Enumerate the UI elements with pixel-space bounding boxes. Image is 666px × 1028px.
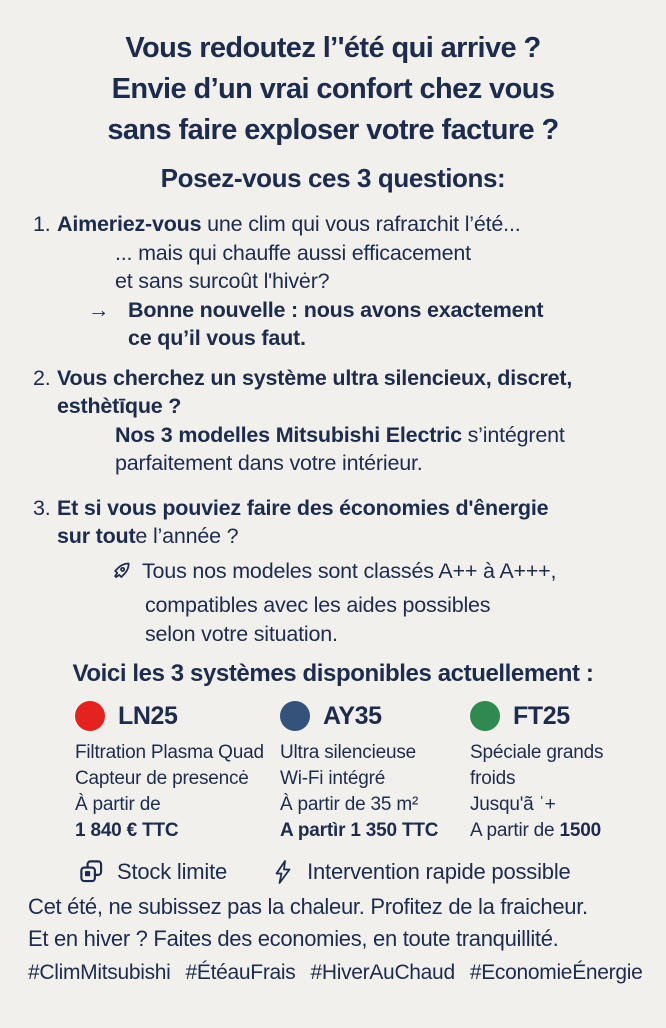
closing-line-1: Cet été, ne subissez pas la chaleur. Profitez de la fraicheur.	[28, 894, 588, 919]
product-feature: Spéciale grands	[470, 742, 604, 763]
question-1	[0, 210, 666, 353]
hashtag: #ÉtéauFrais	[185, 961, 296, 984]
question-2	[0, 364, 666, 478]
product-feature: Filtration Plasma Quad	[75, 742, 264, 763]
product-feature: Capteur de presencė	[75, 768, 249, 789]
question-2-number: 2.	[33, 365, 51, 390]
question-3-number: 3.	[33, 495, 51, 520]
intervention-badge	[271, 859, 570, 885]
green-dot-icon	[470, 701, 500, 731]
questions-title: Posez-vous ces 3 questions:	[160, 163, 506, 193]
product-feature: À partir de 35 m²	[280, 794, 419, 815]
headline-line-3: sans faire exploser votre facture ?	[107, 114, 559, 146]
headline-line-1: Vous redoutez l’'été qui arrive ?	[125, 32, 541, 64]
question-1-number: 1.	[33, 212, 51, 236]
product-price: 1 840 € TTC	[75, 820, 179, 841]
product-name: LN25	[118, 701, 178, 730]
product-price: A partir de 1500	[470, 820, 601, 841]
product-feature: Ultra silencieuse	[280, 742, 416, 763]
question-1-answer-line-2: ce qu’il vous faut.	[128, 326, 306, 350]
question-1-lead: Aimeriez-vous une clim qui vous rafraɪchit l’été...	[57, 212, 521, 236]
product-ln25	[75, 700, 280, 844]
product-name: FT25	[513, 701, 570, 730]
product-feature: froids	[470, 768, 516, 789]
blue-dot-icon	[280, 701, 310, 731]
product-feature: À partir de	[75, 794, 161, 815]
question-1-line-2: ... mais qui chauffe aussi efficacement	[115, 240, 471, 265]
question-3-note	[0, 557, 666, 592]
headline-line-2: Envie d’un vrai confort chez vous	[111, 73, 555, 105]
question-2-line-2: esthètīque ?	[57, 394, 182, 418]
question-2-line-3: Nos 3 modelles Mitsubishi Electric s’intégrent	[115, 422, 565, 447]
product-feature: Jusqu'ã ˈ+	[470, 794, 556, 815]
question-3-note-line-3: selon votre situation.	[145, 621, 338, 646]
question-3-line-2: sur toute l’année ?	[57, 524, 239, 548]
question-1-line-3: et sans surcoût l'hivėr?	[115, 269, 330, 293]
closing-line-2: Et en hiver ? Faites des economies, en toute tranquillité.	[28, 926, 559, 951]
products-grid	[0, 700, 666, 844]
red-dot-icon	[75, 701, 105, 731]
hashtags-row	[0, 961, 666, 985]
lightning-bolt-icon	[271, 859, 295, 885]
flyer-page	[0, 28, 666, 1028]
intervention-badge-label: Intervention rapide possible	[307, 858, 571, 884]
arrow-right-icon: →	[88, 297, 110, 322]
rocket-icon	[108, 560, 132, 592]
product-ft25	[470, 700, 666, 844]
badges-row	[0, 858, 666, 885]
question-1-answer	[0, 296, 666, 325]
hashtag: #EconomieÉnergie	[469, 961, 643, 984]
closing-text	[0, 891, 666, 955]
question-2-line-1: Vous cherchez un système ultra silencieux, discret,	[57, 365, 573, 390]
stock-boxes-icon	[78, 858, 105, 885]
question-3-line-1: Et si vous pouviez faire des économies d'ênergie	[57, 495, 549, 520]
question-3-note-line-1: Tous nos modeles sont classés A++ à A+++,	[142, 558, 557, 583]
stock-badge	[78, 858, 227, 885]
stock-badge-label: Stock limite	[117, 858, 228, 884]
question-3-note-line-2: compatibles avec les aides possibles	[145, 593, 491, 617]
questions-list	[0, 210, 666, 648]
product-ay35	[280, 700, 470, 844]
headline	[0, 28, 666, 151]
hashtag: #ClimMitsubishi	[28, 961, 171, 984]
product-name: AY35	[323, 701, 382, 730]
question-1-answer-line-1: Bonne nouvelle : nous avons exactement	[128, 297, 544, 322]
product-price: A partìr 1 350 TTC	[280, 820, 439, 841]
question-2-line-4: parfaitement dans votre intérieur.	[115, 451, 423, 475]
systems-title: Voici les 3 systèmes disponibles actuellement :	[72, 660, 594, 687]
product-feature: Wi-Fi intégré	[280, 768, 386, 789]
question-3	[0, 494, 666, 649]
hashtag: #HiverAuChaud	[310, 961, 455, 984]
